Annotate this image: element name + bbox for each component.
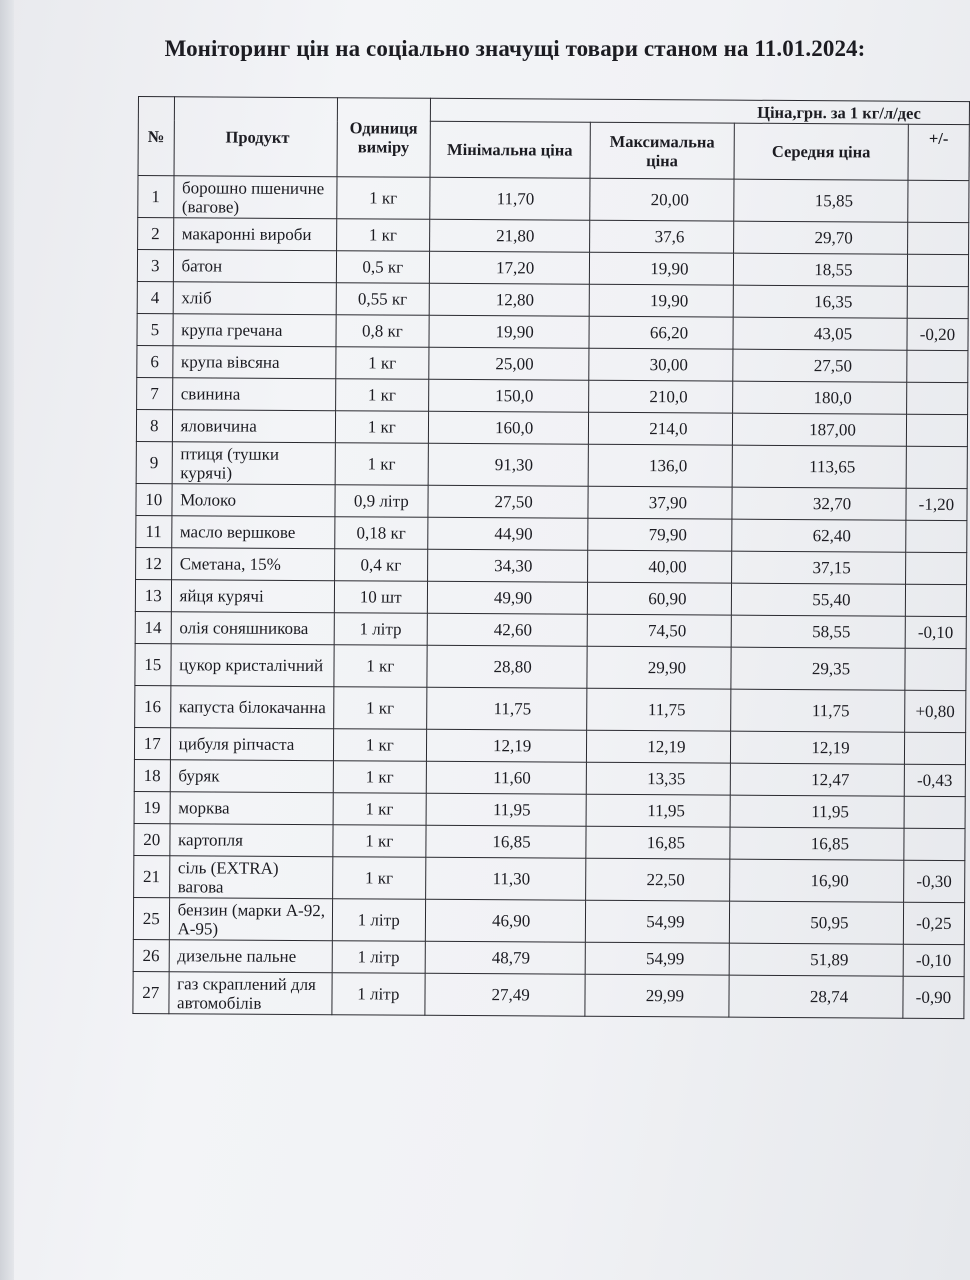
row-max-price: 54,99 [585, 900, 730, 943]
row-avg-price: 11,95 [730, 795, 904, 828]
row-avg-price: 12,19 [731, 731, 905, 764]
table-body [133, 176, 969, 1019]
row-min-price: 34,30 [427, 549, 587, 582]
row-num: 10 [136, 483, 172, 515]
table-row [134, 791, 965, 828]
row-product: олія соняшникова [171, 612, 335, 645]
row-min-price: 11,70 [429, 177, 589, 220]
row-avg-price: 51,89 [729, 943, 903, 976]
row-change [904, 796, 965, 828]
row-product: цибуля ріпчаста [170, 728, 334, 761]
row-product: яловичина [172, 410, 336, 443]
row-num: 27 [133, 971, 169, 1013]
document-title: Моніторинг цін на соціально значущі товари станом на 11.01.2024: [164, 36, 866, 61]
row-max-price: 22,50 [585, 858, 730, 901]
row-unit: 1 літр [334, 613, 427, 646]
row-max-price: 12,19 [586, 730, 731, 763]
row-num: 9 [136, 441, 172, 483]
row-min-price: 91,30 [428, 443, 588, 486]
row-product: буряк [170, 760, 334, 793]
row-product: морква [170, 792, 334, 825]
row-avg-price: 113,65 [732, 445, 906, 488]
row-num: 16 [135, 685, 171, 727]
row-min-price: 11,75 [426, 687, 586, 730]
row-change: -0,30 [903, 860, 964, 902]
row-product: Сметана, 15% [171, 548, 335, 581]
row-min-price: 11,95 [426, 793, 586, 826]
row-unit: 1 кг [334, 645, 427, 688]
row-max-price: 54,99 [585, 942, 730, 975]
row-unit: 1 кг [335, 443, 428, 486]
row-change [907, 350, 968, 382]
row-max-price: 11,95 [586, 794, 731, 827]
row-change [905, 552, 966, 584]
row-change [908, 180, 969, 222]
table-row [135, 643, 966, 690]
row-min-price: 12,80 [429, 283, 589, 316]
row-change: -1,20 [906, 488, 967, 520]
row-num: 8 [136, 409, 172, 441]
table-row [137, 345, 968, 382]
row-change: -0,10 [905, 616, 966, 648]
row-num: 14 [135, 611, 171, 643]
row-num: 1 [138, 176, 174, 218]
table-row [136, 409, 967, 446]
row-avg-price: 18,55 [734, 253, 908, 286]
row-avg-price: 27,50 [733, 349, 907, 382]
table-row [133, 939, 964, 976]
row-unit: 1 кг [336, 347, 429, 380]
row-num: 26 [133, 939, 169, 971]
table-row [136, 441, 967, 488]
row-unit: 1 кг [333, 857, 426, 900]
row-avg-price: 62,40 [732, 519, 906, 552]
row-unit: 1 кг [335, 411, 428, 444]
table-row [134, 855, 965, 902]
header-unit: Одиниця виміру [337, 98, 430, 178]
table-row [134, 823, 965, 860]
header-num: № [138, 97, 174, 176]
row-max-price: 40,00 [587, 550, 732, 583]
row-num: 12 [136, 547, 172, 579]
row-max-price: 37,90 [588, 486, 733, 519]
row-max-price: 29,99 [585, 974, 730, 1017]
row-change [904, 828, 965, 860]
row-num: 15 [135, 643, 171, 685]
row-change: +0,80 [904, 690, 965, 732]
row-change: -0,25 [903, 902, 964, 944]
table-row [138, 218, 969, 255]
row-avg-price: 12,47 [730, 763, 904, 796]
table-row [135, 579, 966, 616]
row-min-price: 16,85 [425, 825, 585, 858]
row-avg-price: 180,0 [733, 381, 907, 414]
row-max-price: 13,35 [586, 762, 731, 795]
row-max-price: 20,00 [589, 178, 734, 221]
row-product: сіль (EXTRA) вагова [169, 856, 333, 899]
row-avg-price: 28,74 [729, 975, 903, 1018]
row-unit: 1 кг [334, 687, 427, 730]
row-min-price: 11,60 [426, 761, 586, 794]
row-num: 19 [134, 791, 170, 823]
row-num: 3 [137, 250, 173, 282]
row-unit: 1 літр [332, 941, 425, 974]
row-unit: 1 кг [337, 177, 430, 220]
row-max-price: 66,20 [589, 316, 734, 349]
header-product: Продукт [174, 97, 338, 177]
row-min-price: 150,0 [428, 379, 588, 412]
row-min-price: 42,60 [427, 613, 587, 646]
row-unit: 0,5 кг [336, 251, 429, 284]
row-min-price: 21,80 [429, 219, 589, 252]
row-avg-price: 43,05 [733, 317, 907, 350]
row-unit: 1 літр [332, 899, 425, 942]
row-change [907, 286, 968, 318]
row-avg-price: 29,70 [734, 221, 908, 254]
row-change [906, 414, 967, 446]
row-product: батон [173, 250, 337, 283]
row-unit: 1 кг [336, 379, 429, 412]
row-min-price: 27,49 [425, 973, 585, 1016]
row-num: 4 [137, 281, 173, 313]
row-num: 25 [133, 897, 169, 939]
row-max-price: 210,0 [588, 380, 733, 413]
row-product: Молоко [172, 484, 336, 517]
row-avg-price: 50,95 [730, 901, 904, 944]
row-change: -0,43 [904, 764, 965, 796]
row-product: борошно пшеничне (вагове) [173, 176, 337, 219]
row-product: цукор кристалічний [170, 644, 334, 687]
row-unit: 1 кг [333, 761, 426, 794]
row-unit: 1 кг [336, 219, 429, 252]
row-min-price: 48,79 [425, 941, 585, 974]
row-product: картопля [169, 824, 333, 857]
row-num: 13 [135, 579, 171, 611]
row-max-price: 37,6 [589, 220, 734, 253]
row-max-price: 16,85 [586, 826, 731, 859]
table-row [137, 313, 968, 350]
row-avg-price: 11,75 [731, 689, 905, 732]
table-row [134, 727, 965, 764]
row-max-price: 214,0 [588, 412, 733, 445]
row-avg-price: 16,90 [730, 859, 904, 902]
row-avg-price: 187,00 [733, 413, 907, 446]
row-change [906, 446, 967, 488]
row-max-price: 60,90 [587, 582, 732, 615]
row-min-price: 28,80 [427, 645, 587, 688]
row-change [907, 222, 968, 254]
header-avg: Середня ціна [734, 123, 908, 180]
price-table [132, 96, 970, 1019]
row-min-price: 49,90 [427, 581, 587, 614]
table-row [133, 897, 964, 944]
row-unit: 1 кг [333, 793, 426, 826]
table-row [133, 971, 964, 1018]
row-min-price: 160,0 [428, 411, 588, 444]
header-max: Максимальна ціна [590, 122, 735, 179]
table-row [137, 281, 968, 318]
row-product: капуста білокачанна [170, 686, 334, 729]
row-avg-price: 29,35 [731, 647, 905, 690]
row-min-price: 44,90 [427, 517, 587, 550]
row-avg-price: 15,85 [734, 179, 908, 222]
row-unit: 0,9 літр [335, 485, 428, 518]
row-num: 5 [137, 313, 173, 345]
row-unit: 0,8 кг [336, 315, 429, 348]
row-num: 7 [137, 377, 173, 409]
row-max-price: 30,00 [588, 348, 733, 381]
table-row [136, 483, 967, 520]
row-avg-price: 55,40 [732, 583, 906, 616]
row-product: хліб [173, 282, 337, 315]
row-unit: 1 кг [333, 825, 426, 858]
row-min-price: 17,20 [429, 251, 589, 284]
row-avg-price: 16,35 [733, 285, 907, 318]
row-max-price: 74,50 [587, 614, 732, 647]
row-change [904, 732, 965, 764]
row-product: бензин (марки А-92, А-95) [169, 898, 333, 941]
row-max-price: 19,90 [589, 252, 734, 285]
row-max-price: 136,0 [588, 444, 733, 487]
row-product: газ скраплений для автомобілів [168, 972, 332, 1015]
row-unit: 0,4 кг [334, 549, 427, 582]
row-unit: 1 кг [333, 729, 426, 762]
row-product: свинина [172, 378, 336, 411]
table-row [136, 547, 967, 584]
row-min-price: 25,00 [428, 347, 588, 380]
row-num: 20 [134, 823, 170, 855]
row-max-price: 29,90 [587, 646, 732, 689]
row-product: масло вершкове [171, 516, 335, 549]
row-unit: 10 шт [334, 581, 427, 614]
row-product: дизельне пальне [169, 940, 333, 973]
row-change [905, 584, 966, 616]
row-min-price: 11,30 [425, 857, 585, 900]
row-avg-price: 16,85 [730, 827, 904, 860]
row-num: 6 [137, 345, 173, 377]
header-diff: +/- [908, 124, 970, 180]
table-row [136, 515, 967, 552]
row-avg-price: 37,15 [732, 551, 906, 584]
row-min-price: 46,90 [425, 899, 585, 942]
row-change: -0,10 [903, 944, 964, 976]
row-change [906, 382, 967, 414]
row-num: 21 [134, 855, 170, 897]
row-min-price: 27,50 [428, 485, 588, 518]
row-change [907, 254, 968, 286]
table-row [135, 685, 966, 732]
row-change: -0,90 [903, 976, 964, 1018]
row-unit: 0,55 кг [336, 283, 429, 316]
row-product: макаронні вироби [173, 218, 337, 251]
row-avg-price: 32,70 [732, 487, 906, 520]
page-edge [0, 0, 14, 1280]
header-min: Мінімальна ціна [430, 121, 590, 178]
row-product: птиця (тушки курячі) [172, 442, 336, 485]
row-max-price: 19,90 [589, 284, 734, 317]
row-change [906, 520, 967, 552]
header-price-group: Ціна,грн. за 1 кг/л/дес [430, 98, 970, 124]
row-max-price: 79,90 [587, 518, 732, 551]
row-change: -0,20 [907, 318, 968, 350]
row-avg-price: 58,55 [731, 615, 905, 648]
table-row [135, 611, 966, 648]
table-row [138, 176, 969, 223]
row-max-price: 11,75 [586, 688, 731, 731]
row-unit: 0,18 кг [335, 517, 428, 550]
table-row [137, 250, 968, 287]
row-num: 11 [136, 515, 172, 547]
row-product: яйця курячі [171, 580, 335, 613]
row-min-price: 19,90 [429, 315, 589, 348]
row-num: 17 [134, 727, 170, 759]
row-num: 2 [138, 218, 174, 250]
row-min-price: 12,19 [426, 729, 586, 762]
table-row [134, 759, 965, 796]
row-change [905, 648, 966, 690]
table-row [137, 377, 968, 414]
row-num: 18 [134, 759, 170, 791]
row-unit: 1 літр [332, 973, 425, 1016]
row-product: крупа вівсяна [172, 346, 336, 379]
row-product: крупа гречана [173, 314, 337, 347]
